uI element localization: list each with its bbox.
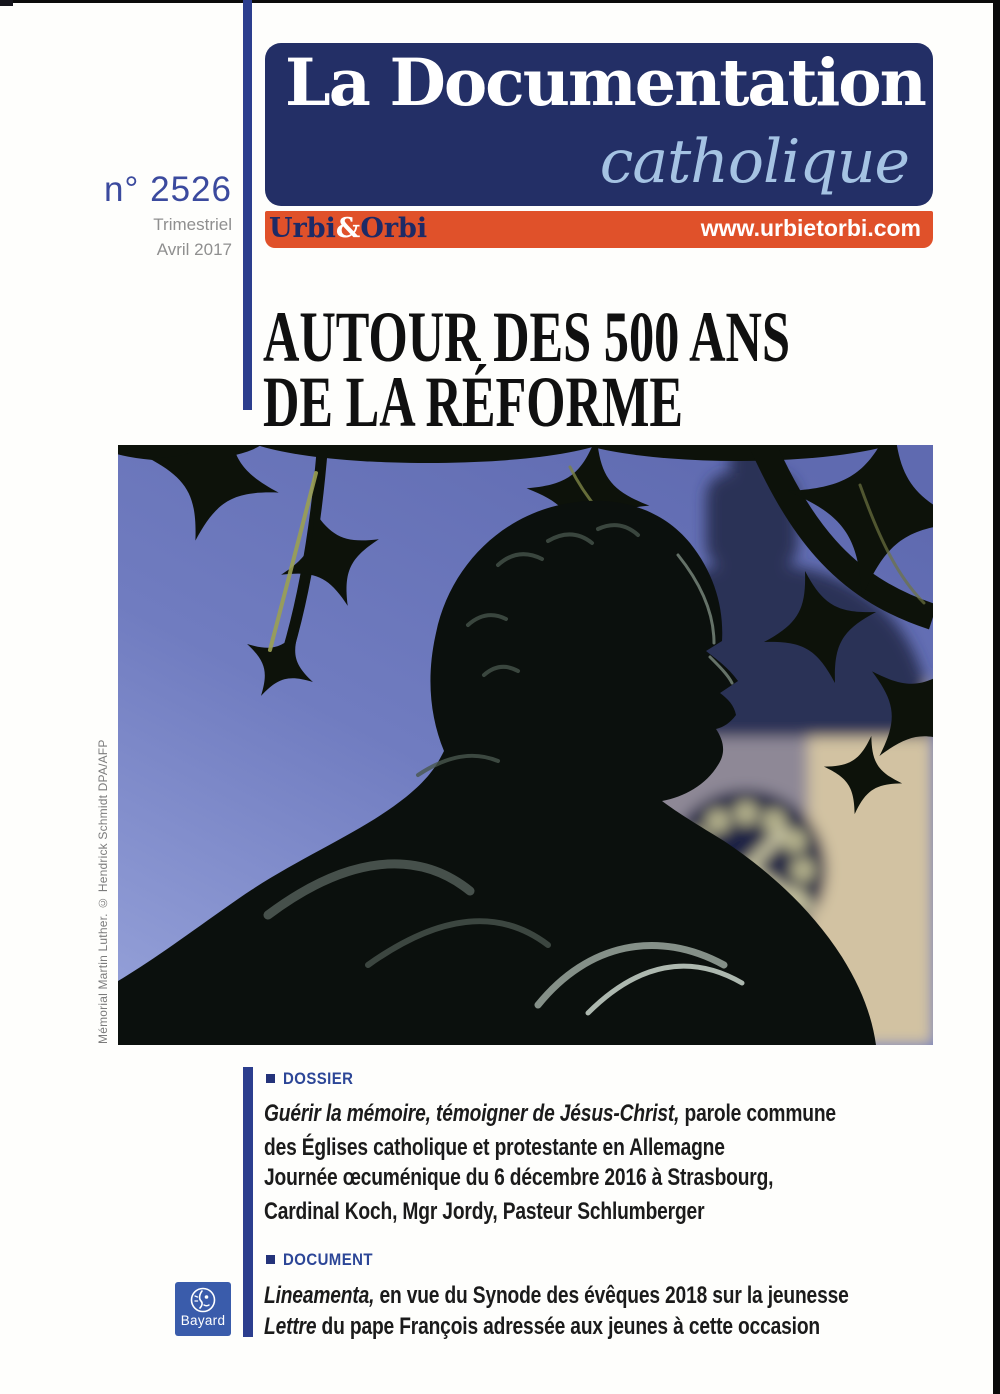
- bullet-square-icon: [266, 1074, 275, 1083]
- document-label-text: DOCUMENT: [283, 1250, 373, 1269]
- scan-corner-mark: [0, 0, 13, 6]
- document-item-2-line: [264, 1310, 1000, 1344]
- urbi-et-orbi-logo: [269, 213, 427, 244]
- issue-block: [20, 172, 232, 258]
- issue-number: n° 2526: [103, 170, 232, 209]
- vertical-rule-bottom: [243, 1067, 253, 1337]
- scan-edge-top: [0, 0, 1000, 3]
- document-item-2: [264, 1310, 1000, 1344]
- masthead-title: La Documentation: [285, 45, 925, 121]
- cover-photo-illustration: [118, 445, 933, 1045]
- dossier-item-2-line-1: Journée œcuménique du 6 décembre 2016 à Strasbourg,: [264, 1164, 774, 1191]
- dossier-label-text: DOSSIER: [283, 1069, 354, 1088]
- bayard-face-icon: [189, 1286, 217, 1314]
- dossier-item-1-title: Guérir la mémoire, témoigner de Jésus-Christ,: [264, 1100, 680, 1127]
- dossier-item-2-line-2: Cardinal Koch, Mgr Jordy, Pasteur Schlumberger: [264, 1198, 705, 1225]
- document-section-label: [266, 1251, 385, 1268]
- dossier-item-1-line-1: [264, 1097, 1000, 1131]
- headline-line1: AUTOUR DES 500 ANS: [263, 297, 790, 377]
- orbi-text: Orbi: [360, 213, 428, 244]
- document-item-1-line: [264, 1279, 1000, 1313]
- dossier-item-2: [264, 1161, 1000, 1229]
- document-item-2-title: Lettre: [264, 1313, 317, 1340]
- cover-headline: [263, 297, 935, 442]
- issue-date: Avril 2017: [156, 240, 232, 259]
- headline-line2: DE LA RÉFORME: [263, 362, 684, 442]
- bullet-square-icon: [266, 1255, 275, 1264]
- website-url: www.urbietorbi.com: [700, 215, 921, 241]
- ampersand: &: [335, 213, 361, 244]
- urbi-text: Urbi: [269, 213, 336, 244]
- brand-bar: [265, 211, 933, 248]
- dossier-item-1: [264, 1097, 1000, 1165]
- cover-photo: [118, 445, 933, 1045]
- bayard-logo: [175, 1282, 231, 1336]
- photo-credit: Mémorial Martin Luther. © Hendrick Schmidt DPA/AFP: [96, 739, 110, 1044]
- masthead-subtitle: catholique: [599, 127, 909, 197]
- bayard-label: Bayard: [180, 1313, 226, 1328]
- dossier-item-1-line-2: des Églises catholique et protestante en Allemagne: [264, 1134, 725, 1161]
- document-item-2-rest: du pape François adressée aux jeunes à cette occasion: [316, 1313, 820, 1340]
- document-item-1: [264, 1279, 1000, 1313]
- issue-frequency: Trimestriel: [153, 215, 232, 234]
- document-item-1-rest: en vue du Synode des évêques 2018 sur la jeunesse: [374, 1282, 849, 1309]
- dossier-section-label: [266, 1070, 363, 1087]
- document-item-1-title: Lineamenta,: [264, 1282, 375, 1309]
- dossier-item-1-rest: parole commune: [679, 1100, 836, 1127]
- vertical-rule-top: [243, 0, 252, 410]
- masthead: [265, 43, 933, 206]
